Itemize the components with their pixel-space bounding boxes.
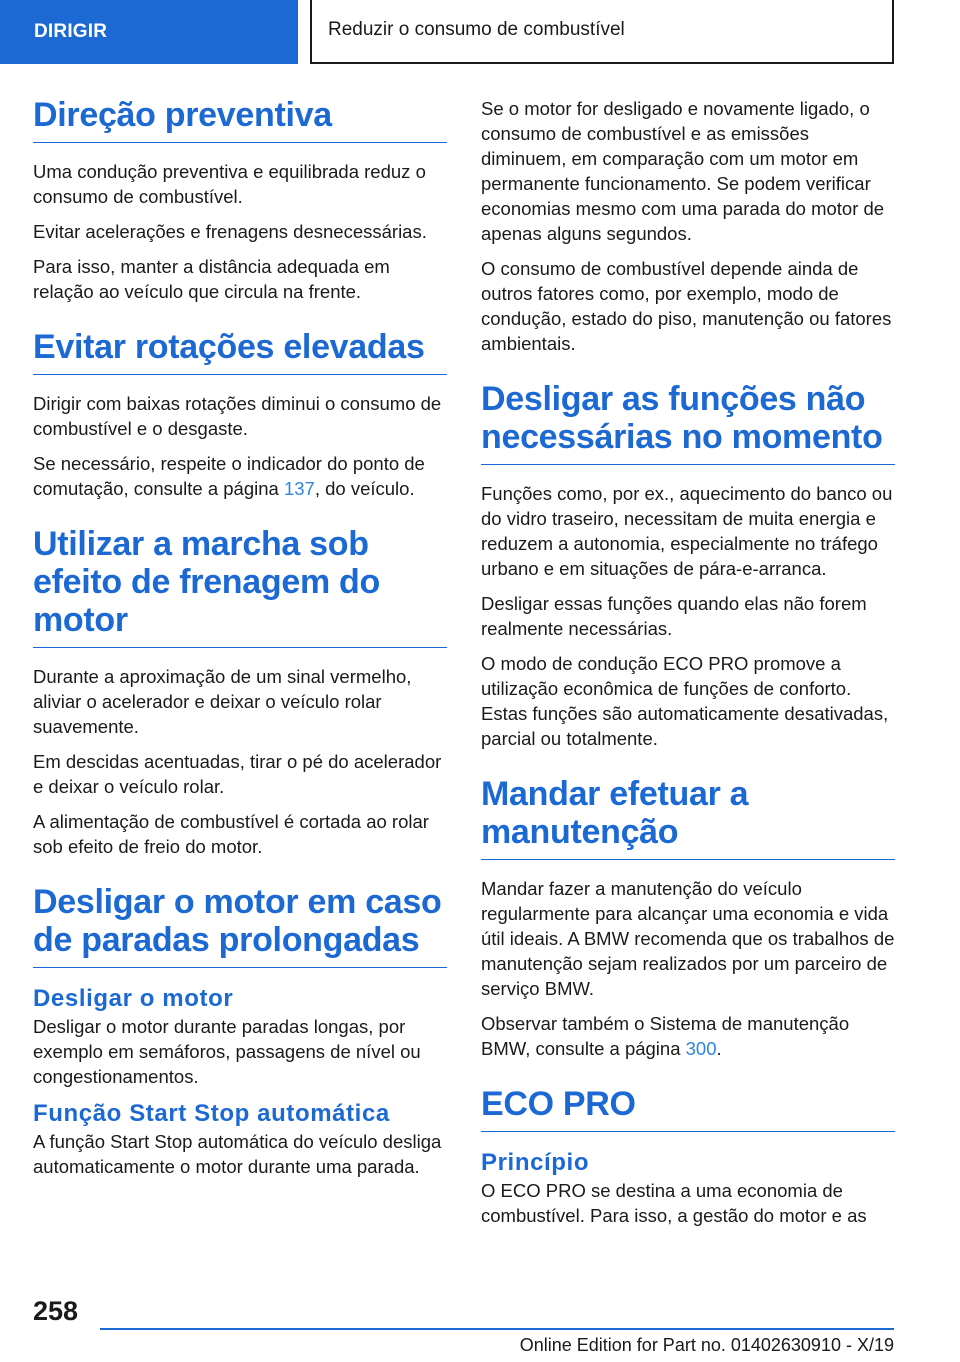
paragraph: Em descidas acentuadas, tirar o pé do acelerador e deixar o veículo rolar. [33,751,442,797]
paragraph: A alimentação de combustível é cortada ao rolar sob efeito de freio do motor. [33,811,429,857]
section-tab: DIRIGIR [0,0,298,64]
paragraph: Dirigir com baixas rotações diminui o consumo de combustível e o desgaste. [33,393,442,439]
edition-note: Online Edition for Part no. 01402630910 - X/19 [519,1335,894,1355]
paragraph: Desligar o motor durante paradas longas, por exemplo em semáforos, passagens de nível ou congestionamentos. [33,1016,421,1087]
left-column [33,96,447,1179]
paragraph-text: Se necessário, respeite o indicador do ponto de comutação, consulte a página [33,453,425,499]
paragraph: O consumo de combustível depende ainda de outros fatores como, por exemplo, modo de condução, estado do piso, manutenção ou fatores ambientais. [481,258,892,354]
heading-manutencao: Mandar efetuar a manutenção [481,775,895,860]
paragraph-text: Observar também o Sistema de manutenção BMW, consulte a página [481,1013,850,1059]
heading-evitar-rotacoes: Evitar rotações elevadas [33,328,447,375]
paragraph-text: . [716,1038,722,1059]
chapter-title: Reduzir o consumo de combustível [310,0,894,64]
page-number: 258 [33,1296,79,1326]
paragraph: Desligar essas funções quando elas não forem realmente necessárias. [481,593,867,639]
heading-utilizar-marcha: Utilizar a marcha sob efeito de frenagem do motor [33,525,447,648]
subheading-desligar-o-motor: Desligar o motor [33,985,234,1012]
paragraph: Se o motor for desligado e novamente ligado, o consumo de combustível e as emissões diminuem, em comparação com um motor em permanente funcionamento. Se podem verificar economias mesmo com uma parada do motor de apenas alguns segundos. [481,98,885,244]
page-header [0,0,960,66]
paragraph: Durante a aproximação de um sinal vermelho, aliviar o acelerador e deixar o veículo rolar suavemente. [33,666,412,737]
page-link-300[interactable]: 300 [685,1038,717,1059]
paragraph: Funções como, por ex., aquecimento do banco ou do vidro traseiro, necessitam de muita energia e reduzem a autonomia, especialmente no tráfego urbano e em situações de pára-e-arranca. [481,483,893,579]
footer-divider [100,1328,894,1330]
heading-desligar-motor-paradas: Desligar o motor em caso de paradas prolongadas [33,883,447,968]
paragraph-text: , do veículo. [314,478,415,499]
right-column [481,96,895,1228]
paragraph: O ECO PRO se destina a uma economia de combustível. Para isso, a gestão do motor e as [481,1180,867,1226]
paragraph: Mandar fazer a manutenção do veículo regularmente para alcançar uma economia e vida útil ideais. A BMW recomenda que os trabalhos de manutenção sejam realizados por um parceiro de serviço BMW. [481,878,895,999]
paragraph: O modo de condução ECO PRO promove a utilização econômica de funções de conforto. Estas funções são automaticamente desativadas, parcial ou totalmente. [481,653,889,749]
heading-direcao-preventiva: Direção preventiva [33,96,447,143]
heading-eco-pro: ECO PRO [481,1085,895,1132]
paragraph: A função Start Stop automática do veículo desliga automaticamente o motor durante uma parada. [33,1131,442,1177]
paragraph: Uma condução preventiva e equilibrada reduz o consumo de combustível. [33,161,426,207]
page-link-137[interactable]: 137 [283,478,315,499]
subheading-principio: Princípio [481,1149,590,1176]
subheading-start-stop: Função Start Stop automática [33,1100,390,1127]
paragraph [33,451,447,501]
paragraph: Para isso, manter a distância adequada em relação ao veículo que circula na frente. [33,256,390,302]
heading-desligar-funcoes: Desligar as funções não necessárias no momento [481,380,895,465]
paragraph: Evitar acelerações e frenagens desnecessárias. [33,221,427,242]
paragraph [481,1011,895,1061]
